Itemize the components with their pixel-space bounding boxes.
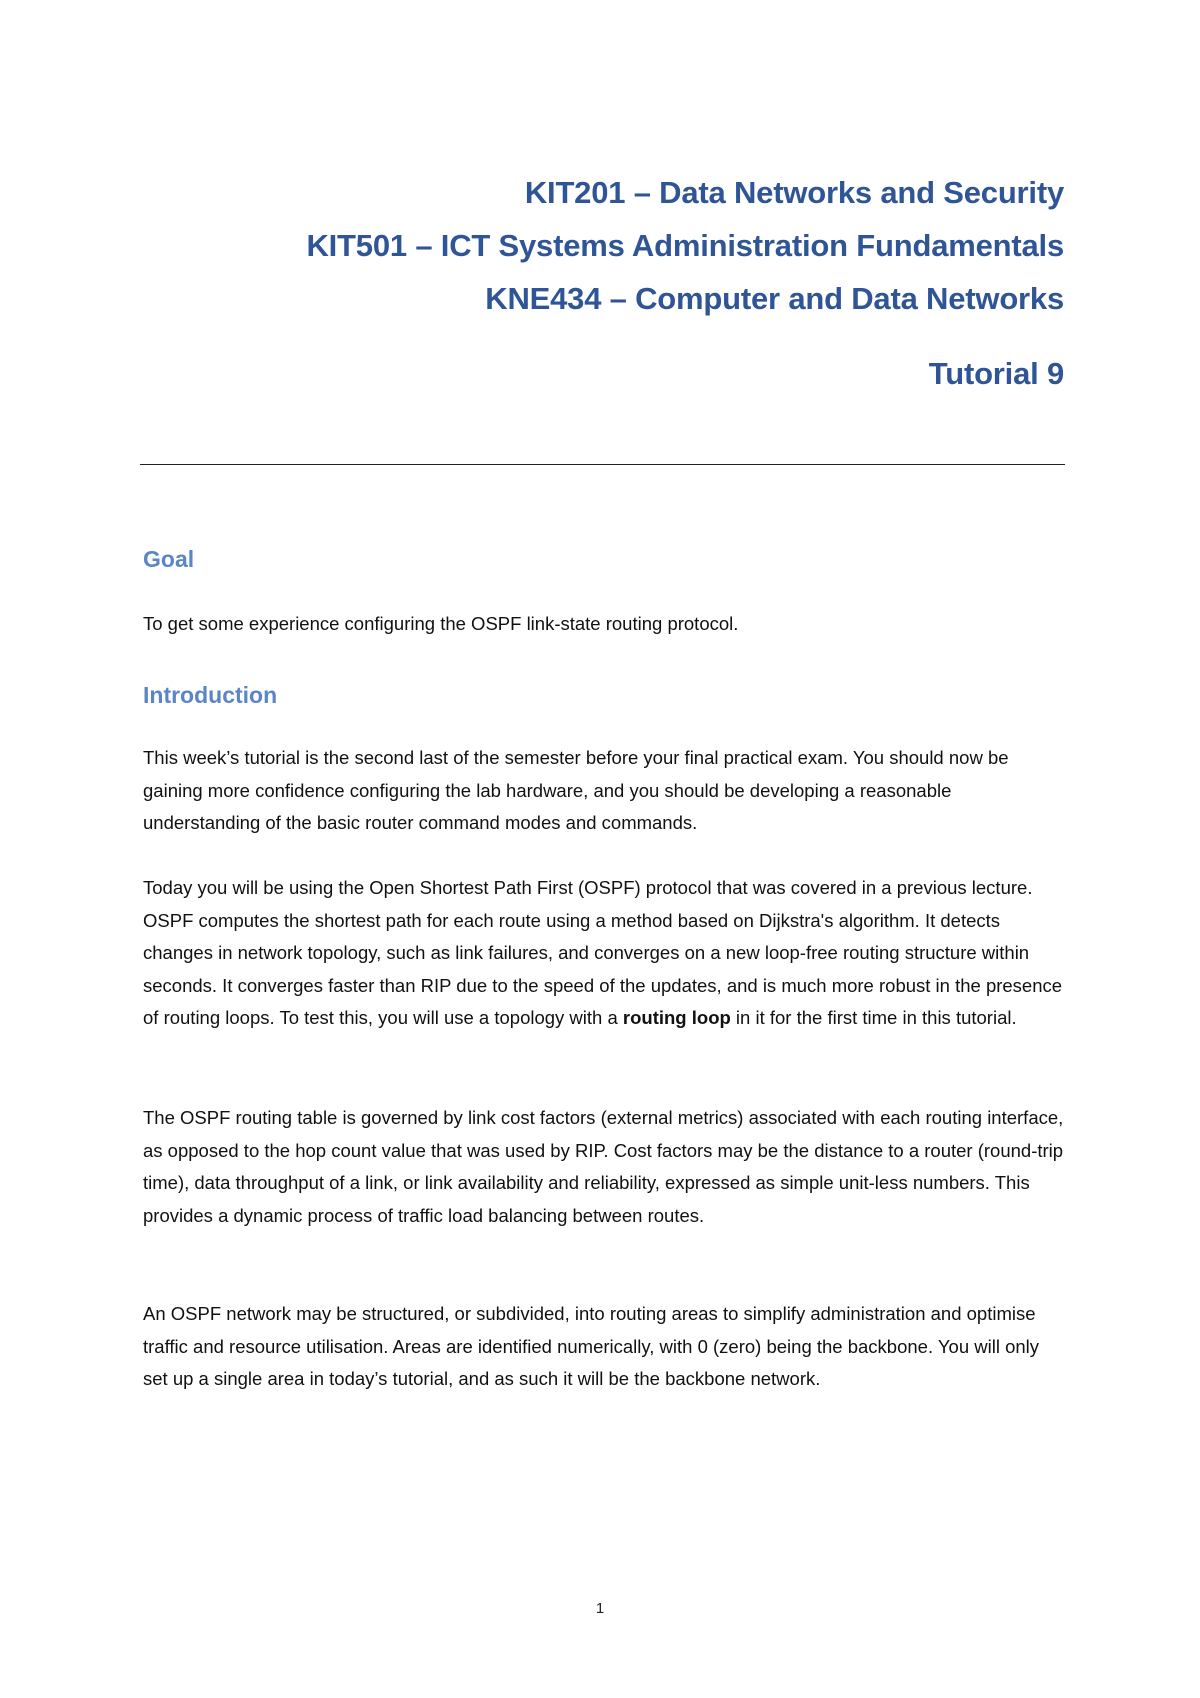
intro-paragraph-2	[143, 872, 1068, 1035]
goal-heading: Goal	[143, 546, 195, 572]
page-number: 1	[595, 1600, 605, 1617]
title-block	[244, 166, 1064, 400]
intro-paragraph-4: An OSPF network may be structured, or subdivided, into routing areas to simplify administration and optimise traffic and resource utilisation. Areas are identified numerically, with 0 (zero) being the backbone. You will only set up a single area in today’s tutorial, and as such it will be the backbone network.	[143, 1303, 1040, 1390]
goal-paragraph: To get some experience configuring the OSPF link-state routing protocol.	[143, 613, 739, 634]
intro-paragraph-1: This week’s tutorial is the second last of the semester before your final practical exam. You should now be gaining more confidence configuring the lab hardware, and you should be developing a reasonable understanding of the basic router command modes and commands.	[143, 747, 1009, 834]
routing-loop-emphasis: routing loop	[622, 1007, 731, 1029]
unit-title-kne434: KNE434 – Computer and Data Networks	[485, 281, 1064, 316]
introduction-heading: Introduction	[143, 682, 278, 708]
intro-paragraph-3: The OSPF routing table is governed by link cost factors (external metrics) associated with each routing interface, as opposed to the hop count value that was used by RIP. Cost factors may be the distance to a router (round-trip time), data throughput of a link, or link availability and reliability, expressed as simple unit-less numbers. This provides a dynamic process of traffic load balancing between routes.	[143, 1107, 1064, 1226]
tutorial-title: Tutorial 9	[928, 356, 1064, 391]
intro-paragraph-2-text-b: in it for the first time in this tutorial.	[730, 1007, 1017, 1029]
intro-paragraph-2-text-a: Today you will be using the Open Shortest Path First (OSPF) protocol that was covered in a previous lecture. OSPF computes the shortest path for each route using a method based on Dijkstra's algorithm. It detects changes in network topology, such as link failures, and converges on a new loop-free routing structure within seconds. It converges faster than RIP due to the speed of the updates, and is much more robust in the presence of routing loops. To test this, you will use a topology with a	[143, 877, 1063, 1029]
unit-title-kit201: KIT201 – Data Networks and Security	[524, 175, 1064, 210]
unit-title-kit501: KIT501 – ICT Systems Administration Fundamentals	[306, 228, 1064, 263]
title-divider	[140, 464, 1065, 465]
